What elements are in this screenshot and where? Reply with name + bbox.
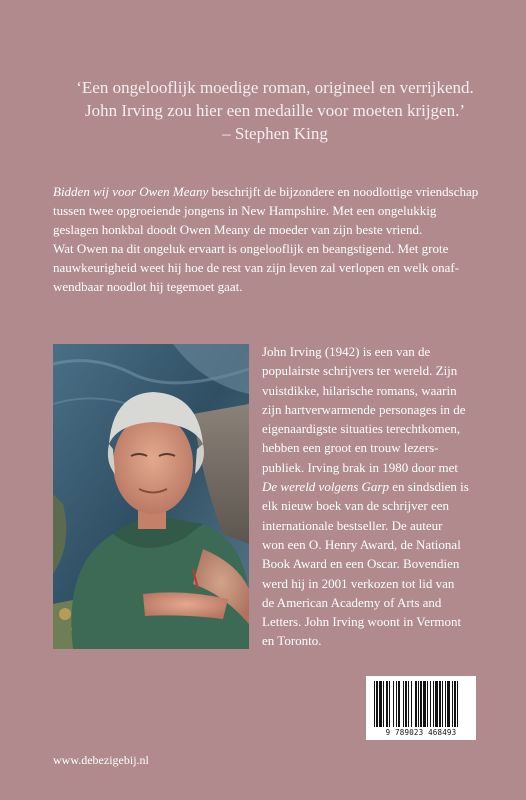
barcode-bar (393, 681, 394, 727)
quote-line-2: John Irving zou hier een medaille voor moeten krijgen.’ (84, 101, 466, 120)
barcode-bar (386, 681, 388, 727)
bio-line-14: de American Academy of Arts and (262, 594, 442, 610)
barcode-bar (457, 681, 458, 727)
barcode-bar (418, 681, 419, 727)
bio-line-9: elk nieuw boek van de schrijver een (262, 498, 449, 514)
bio-line-2: populairste schrijvers ter wereld. Zijn (262, 363, 458, 379)
barcode-bar (405, 681, 407, 727)
barcode-bar (439, 681, 441, 727)
barcode-bar (435, 681, 438, 727)
barcode-bar (376, 681, 378, 727)
bio-line-8-rest: en sindsdien is (388, 479, 469, 495)
barcode-bar (454, 681, 456, 727)
publisher-website: www.debezigebij.nl (53, 753, 149, 767)
blurb-line-3: geslagen honkbal doodt Owen Meany de moeder van zijn beste vriend. (53, 222, 423, 237)
bio-line-6: hebben een groot en trouw lezers- (262, 440, 439, 456)
barcode-bar (445, 681, 446, 727)
cover-quote (60, 76, 490, 145)
bio-line-12: Book Award en een Oscar. Bovendien (262, 556, 460, 572)
blurb-line-1 (53, 182, 481, 201)
barcode-bar (408, 681, 409, 727)
barcode-bar (423, 681, 426, 727)
blurb-line-5: nauwkeurigheid weet hij hoe de rest van zijn leven zal verlopen en welk onaf- (53, 260, 460, 275)
book-title: Bidden wij voor Owen Meany (53, 184, 209, 199)
bio-line-1: John Irving (1942) is een van de (262, 344, 431, 359)
barcode-bar (442, 681, 443, 727)
barcode-bar (389, 681, 390, 727)
blurb-line-6: wendbaar noodlot hij tegemoet gaat. (53, 279, 243, 294)
bio-line-16: en Toronto. (262, 633, 322, 649)
barcode-bar (427, 681, 428, 727)
bio-line-11: won een O. Henry Award, de National (262, 536, 461, 552)
barcode-bar (447, 681, 450, 727)
barcode-bar (383, 681, 384, 727)
bio-line-13: werd hij in 2001 verkozen tot lid van (262, 575, 455, 591)
author-photo-illustration (53, 344, 249, 649)
blurb-line-2: tussen twee opgroeiende jongens in New Hampshire. Met een ongelukkig (53, 203, 437, 218)
quote-attribution: – Stephen King (222, 124, 328, 143)
bio-line-4: zijn hartverwarmende personages in de (262, 401, 466, 417)
bio-line-7: publiek. Irving brak in 1980 door met (262, 459, 459, 475)
barcode-bar (430, 681, 431, 727)
author-photo (53, 344, 249, 649)
bio-line-8 (262, 477, 487, 496)
bio-line-3: vuistdikke, hilarische romans, waarin (262, 382, 457, 398)
blurb-line-4: Wat Owen na dit ongeluk ervaart is ongelooflijk en beangstigend. Met grote (53, 241, 449, 256)
barcode-bar (420, 681, 422, 727)
barcode-bar (398, 681, 400, 727)
quote-line-1: ‘Een ongelooflijk moedige roman, origineel en verrijkend. (76, 78, 474, 97)
bio-line-10: internationale bestseller. De auteur (262, 517, 443, 533)
garp-title: De wereld volgens Garp (262, 479, 389, 495)
author-bio (262, 342, 487, 651)
barcode-bar (403, 681, 404, 727)
isbn-digits: 9 789023 468493 (385, 728, 457, 737)
barcode-bar (379, 681, 382, 727)
book-blurb (53, 182, 481, 296)
barcode-bar (411, 681, 412, 727)
bio-line-5: eigenaardigste situaties terechtkomen, (262, 421, 461, 437)
blurb-line-1-rest: beschrijft de bijzondere en noodlottige vriendschap (208, 184, 479, 199)
barcode-bar (374, 681, 375, 727)
barcode-bar (452, 681, 453, 727)
barcode-bar (415, 681, 417, 727)
barcode-bar (433, 681, 434, 727)
isbn-barcode (366, 676, 476, 740)
bio-line-15: Letters. John Irving woont in Vermont (262, 614, 462, 630)
barcode-bar (396, 681, 397, 727)
